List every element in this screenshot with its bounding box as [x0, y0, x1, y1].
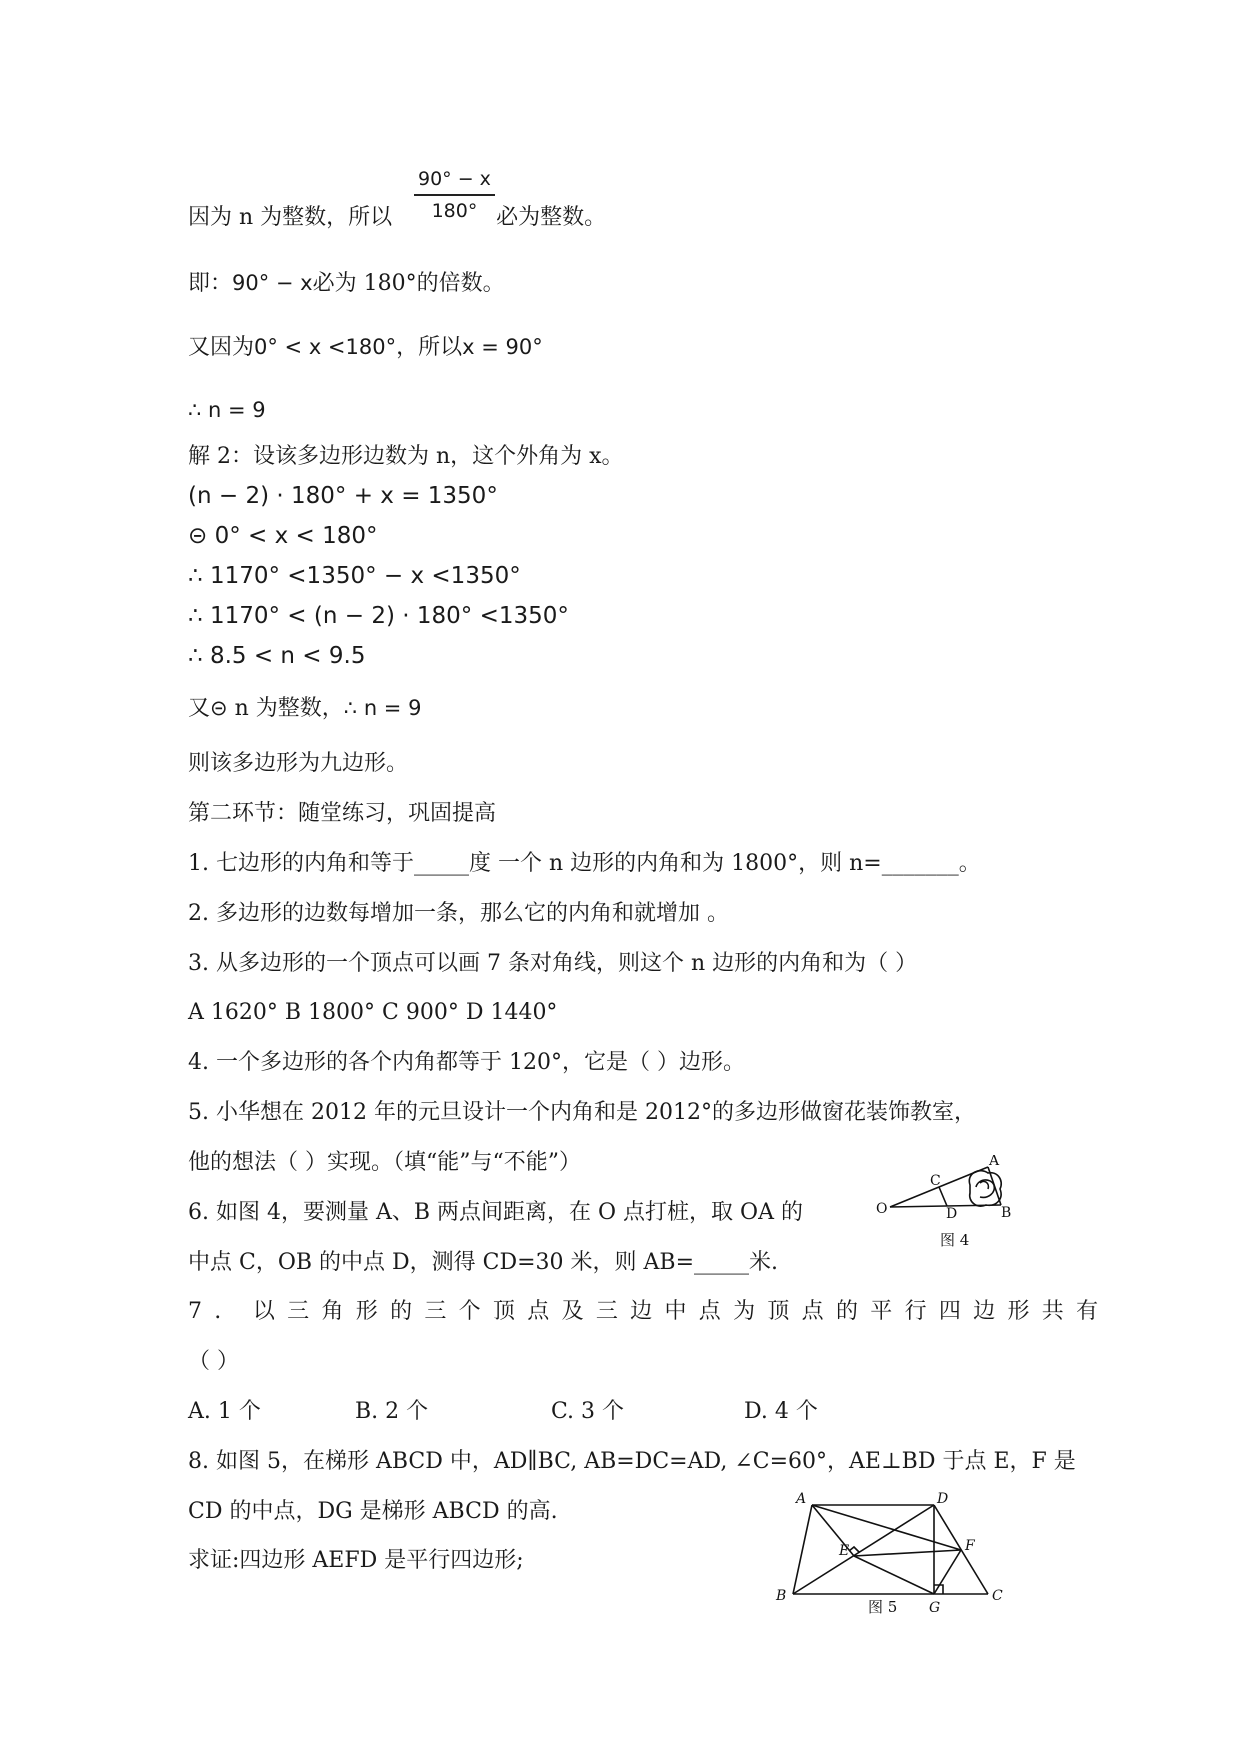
fig5-label-g: G [929, 1600, 941, 1615]
fig5-label-f: F [965, 1538, 975, 1554]
solution2-eq6 [188, 693, 421, 724]
fig5-label-a: A [796, 1491, 807, 1507]
fraction-prefix: 因为 n 为整数，所以 [188, 205, 393, 230]
fig4-caption: 图 4 [940, 1231, 970, 1249]
solution2-eq5: ∴ 8.5 < n < 9.5 [188, 643, 366, 669]
fig5-label-e: E [839, 1543, 850, 1559]
eq6-prefix: 又 [188, 696, 211, 721]
fraction-denominator: 180° [431, 200, 478, 222]
question-7-line2: （ ） [188, 1349, 239, 1374]
fig4-label-b: B [1001, 1205, 1012, 1221]
question-5-line1: 5. 小华想在 2012 年的元旦设计一个内角和是 2012°的多边形做窗花装饰教室， [188, 1100, 976, 1125]
section-title: 第二环节：随堂练习，巩固提高 [188, 801, 497, 826]
line2-suffix: 必为 180°的倍数。 [312, 271, 505, 296]
fig5-segment-ef [854, 1550, 961, 1556]
fig5-caption: 图 5 [868, 1598, 898, 1615]
eq6-mid: n 为整数， [227, 696, 344, 721]
fig4-obstacle-inner2 [980, 1181, 988, 1189]
fig5-side-ba [793, 1505, 812, 1594]
solution2-conclusion: 则该多边形为九边形。 [188, 751, 409, 776]
fig4-line-cd [939, 1187, 947, 1206]
fig5-segment-fg [934, 1550, 961, 1594]
eq6-math1: ⊝ [210, 696, 228, 720]
fraction-numerator: 90° − x [414, 168, 495, 196]
question-8-line1: 8. 如图 5，在梯形 ABCD 中，AD∥BC, AB=DC=AD, ∠C=60°，AE⊥BD 于点 E，F 是 [188, 1449, 1076, 1474]
question-1: 1. 七边形的内角和等于_____度 一个 n 边形的内角和为 1800°，则 n=_______。 [188, 851, 981, 876]
fraction-suffix: 必为整数。 [496, 205, 607, 230]
eq6-math2: ∴ n = 9 [343, 696, 422, 720]
fig5-label-c: C [992, 1588, 1003, 1604]
fig4-label-d: D [946, 1206, 958, 1222]
question-7-option-d: D. 4 个 [744, 1399, 818, 1424]
solution2-eq3: ∴ 1170° <1350° − x <1350° [188, 563, 521, 589]
fig4-label-o: O [876, 1201, 888, 1217]
question-8-line3: 求证:四边形 AEFD 是平行四边形; [188, 1548, 524, 1573]
line3-math1: 0° < x <180° [254, 335, 397, 359]
question-8-line2: CD 的中点，DG 是梯形 ABCD 的高. [188, 1499, 558, 1524]
question-3: 3. 从多边形的一个顶点可以画 7 条对角线，则这个 n 边形的内角和为（ ） [188, 951, 918, 976]
question-6-line2: 中点 C，OB 的中点 D，测得 CD=30 米，则 AB=_____米. [188, 1250, 779, 1275]
solution1-line2 [188, 268, 505, 299]
solution2-eq2: ⊝ 0° < x < 180° [188, 523, 378, 549]
solution2-eq4: ∴ 1170° < (n − 2) · 180° <1350° [188, 603, 569, 629]
solution2-intro: 解 2：设该多边形边数为 n，这个外角为 x。 [188, 444, 624, 469]
fraction [414, 168, 495, 222]
figure-5 [760, 1490, 1010, 1615]
fig5-diagonal-bd [793, 1505, 934, 1594]
question-7-option-b: B. 2 个 [355, 1399, 429, 1424]
fig4-obstacle-inner [976, 1180, 994, 1197]
fig5-label-d: D [937, 1491, 949, 1507]
fig4-label-a: A [989, 1155, 1000, 1169]
fig4-obstacle [969, 1171, 1001, 1206]
line2-math: 90° − x [232, 271, 313, 295]
fig5-segment-eg [854, 1556, 934, 1594]
line3-prefix: 又因为 [188, 335, 255, 360]
question-4: 4. 一个多边形的各个内角都等于 120°，它是（ ）边形。 [188, 1050, 745, 1075]
question-7-option-c: C. 3 个 [551, 1399, 625, 1424]
solution1-line3 [188, 332, 543, 363]
line3-math2: x = 90° [462, 335, 543, 359]
question-3-options: A 1620° B 1800° C 900° D 1440° [188, 1000, 558, 1025]
line3-mid: ，所以 [396, 335, 463, 360]
line2-prefix: 即： [188, 271, 233, 296]
solution1-line4: ∴ n = 9 [188, 398, 266, 422]
figure-4 [870, 1155, 1020, 1255]
solution2-eq1: (n − 2) · 180° + x = 1350° [188, 483, 498, 509]
fig4-label-c: C [930, 1173, 941, 1189]
solution1-fraction-line [188, 203, 606, 233]
question-5-line2: 他的想法（ ）实现。（填“能”与“不能”） [188, 1150, 581, 1175]
question-7-option-a: A. 1 个 [188, 1399, 261, 1424]
question-2: 2. 多边形的边数每增加一条，那么它的内角和就增加 。 [188, 901, 729, 926]
question-6-line1: 6. 如图 4，要测量 A、B 两点间距离，在 O 点打桩，取 OA 的 [188, 1200, 803, 1225]
fig5-label-b: B [776, 1588, 787, 1604]
question-7-line1: 7. 以三角形的三个顶点及三边中点为顶点的平行四边形共有 [188, 1299, 1111, 1324]
